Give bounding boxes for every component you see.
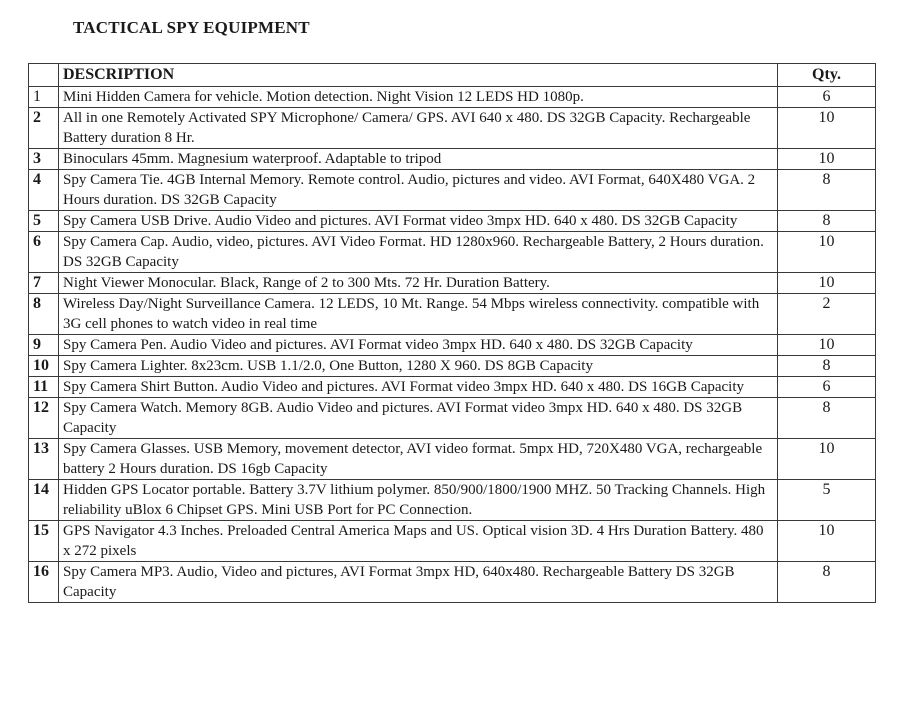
row-description: Spy Camera MP3. Audio, Video and pictures, AVI Format 3mpx HD, 640x480. Rechargeable Battery DS 32GB Capacity [59, 562, 778, 603]
table-row [29, 294, 876, 335]
table-header-row [29, 64, 876, 87]
table-row [29, 335, 876, 356]
row-number: 5 [29, 211, 59, 232]
row-number: 15 [29, 521, 59, 562]
table-row [29, 232, 876, 273]
table-row [29, 377, 876, 398]
row-qty: 10 [778, 273, 876, 294]
row-qty: 10 [778, 108, 876, 149]
row-description: Spy Camera Shirt Button. Audio Video and pictures. AVI Format video 3mpx HD. 640 x 480. DS 16GB Capacity [59, 377, 778, 398]
row-qty: 10 [778, 439, 876, 480]
table-row [29, 398, 876, 439]
row-description: Spy Camera Lighter. 8x23cm. USB 1.1/2.0, One Button, 1280 X 960. DS 8GB Capacity [59, 356, 778, 377]
row-number: 2 [29, 108, 59, 149]
row-number: 12 [29, 398, 59, 439]
row-qty: 6 [778, 377, 876, 398]
table-row [29, 170, 876, 211]
row-qty: 8 [778, 356, 876, 377]
row-number: 16 [29, 562, 59, 603]
table-row [29, 562, 876, 603]
row-description: Hidden GPS Locator portable. Battery 3.7V lithium polymer. 850/900/1800/1900 MHZ. 50 Tracking Channels. High reliability uBlox 6 Chipset GPS. Mini USB Port for PC Connection. [59, 480, 778, 521]
row-qty: 8 [778, 211, 876, 232]
row-qty: 5 [778, 480, 876, 521]
row-number: 9 [29, 335, 59, 356]
row-description: Spy Camera Tie. 4GB Internal Memory. Remote control. Audio, pictures and video. AVI Format, 640X480 VGA. 2 Hours duration. DS 32GB Capacity [59, 170, 778, 211]
row-number: 8 [29, 294, 59, 335]
row-qty: 8 [778, 398, 876, 439]
row-qty: 10 [778, 521, 876, 562]
row-number: 10 [29, 356, 59, 377]
row-qty: 8 [778, 562, 876, 603]
row-description: Spy Camera USB Drive. Audio Video and pictures. AVI Format video 3mpx HD. 640 x 480. DS 32GB Capacity [59, 211, 778, 232]
row-description: Spy Camera Watch. Memory 8GB. Audio Video and pictures. AVI Format video 3mpx HD. 640 x 480. DS 32GB Capacity [59, 398, 778, 439]
row-qty: 10 [778, 335, 876, 356]
row-description: Spy Camera Cap. Audio, video, pictures. AVI Video Format. HD 1280x960. Rechargeable Battery, 2 Hours duration. DS 32GB Capacity [59, 232, 778, 273]
row-qty: 8 [778, 170, 876, 211]
table-row [29, 521, 876, 562]
row-description: Mini Hidden Camera for vehicle. Motion detection. Night Vision 12 LEDS HD 1080p. [59, 87, 778, 108]
table-row [29, 87, 876, 108]
row-description: GPS Navigator 4.3 Inches. Preloaded Central America Maps and US. Optical vision 3D. 4 Hrs Duration Battery. 480 x 272 pixels [59, 521, 778, 562]
row-number: 6 [29, 232, 59, 273]
row-qty: 2 [778, 294, 876, 335]
row-number: 1 [29, 87, 59, 108]
row-description: Night Viewer Monocular. Black, Range of 2 to 300 Mts. 72 Hr. Duration Battery. [59, 273, 778, 294]
table-row [29, 439, 876, 480]
table-row [29, 480, 876, 521]
row-number: 4 [29, 170, 59, 211]
row-number: 7 [29, 273, 59, 294]
table-row [29, 211, 876, 232]
row-description: Spy Camera Pen. Audio Video and pictures. AVI Format video 3mpx HD. 640 x 480. DS 32GB Capacity [59, 335, 778, 356]
table-row [29, 356, 876, 377]
row-qty: 10 [778, 149, 876, 170]
table-row [29, 273, 876, 294]
row-description: All in one Remotely Activated SPY Microphone/ Camera/ GPS. AVI 640 x 480. DS 32GB Capacity. Rechargeable Battery duration 8 Hr. [59, 108, 778, 149]
table-row [29, 108, 876, 149]
row-number: 13 [29, 439, 59, 480]
table-row [29, 149, 876, 170]
header-description: DESCRIPTION [59, 64, 778, 87]
row-qty: 10 [778, 232, 876, 273]
row-description: Binoculars 45mm. Magnesium waterproof. Adaptable to tripod [59, 149, 778, 170]
row-description: Wireless Day/Night Surveillance Camera. 12 LEDS, 10 Mt. Range. 54 Mbps wireless connectivity. compatible with 3G cell phones to watch video in real time [59, 294, 778, 335]
row-number: 11 [29, 377, 59, 398]
header-number [29, 64, 59, 87]
row-qty: 6 [778, 87, 876, 108]
row-number: 3 [29, 149, 59, 170]
header-qty: Qty. [778, 64, 876, 87]
document-title: TACTICAL SPY EQUIPMENT [73, 18, 310, 37]
row-description: Spy Camera Glasses. USB Memory, movement detector, AVI video format. 5mpx HD, 720X480 VGA, rechargeable battery 2 Hours duration. DS 16gb Capacity [59, 439, 778, 480]
equipment-table [28, 63, 876, 603]
row-number: 14 [29, 480, 59, 521]
